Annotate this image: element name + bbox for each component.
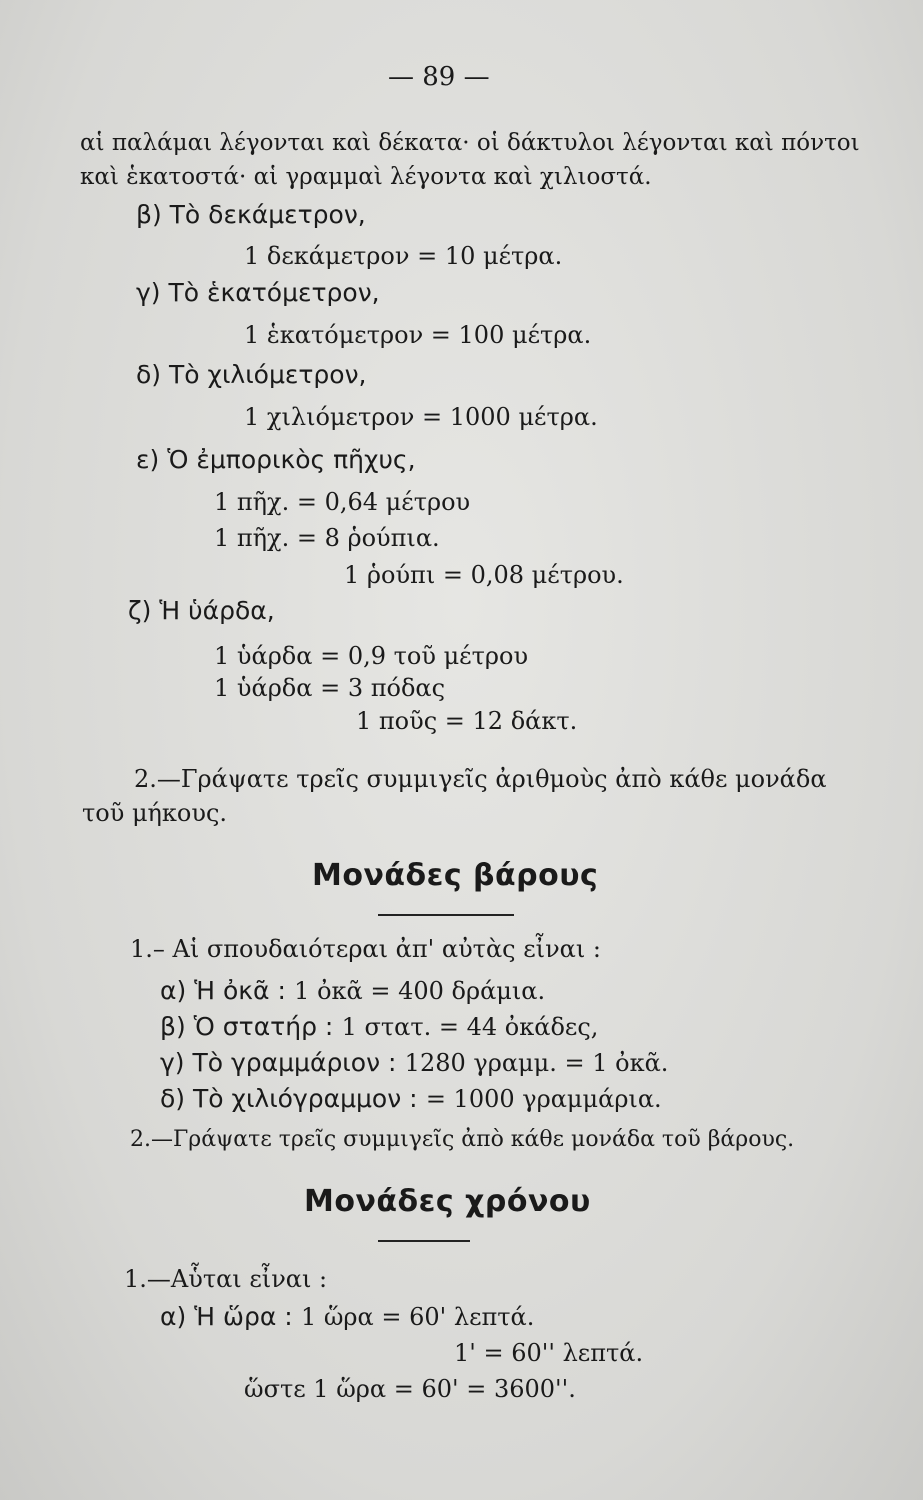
weight-heading-rule (378, 914, 514, 916)
time-intro: 1.—Αὗται εἶναι : (124, 1265, 328, 1293)
intro-line-1: αἱ παλάμαι λέγονται καὶ δέκατα· οἱ δάκτυλοι λέγονται καὶ πόντοι (80, 130, 860, 156)
length-g-title: γ) Τὸ ἑκατόμετρον, (136, 278, 380, 307)
length-z-equation-2: 1 ὑάρδα = 3 πόδας (214, 674, 446, 702)
time-a-row (160, 1302, 534, 1332)
length-exercise-line-2: τοῦ μήκους. (82, 799, 228, 827)
time-a-equation-2: 1' = 60'' λεπτά. (454, 1339, 644, 1367)
intro-line-2: καὶ ἑκατοστά· αἱ γραμμαὶ λέγοντα καὶ χιλιοστά. (80, 164, 652, 190)
weight-d-label: δ) Τὸ χιλιόγραμμον : (160, 1084, 418, 1113)
weight-d-equation: = 1000 γραμμάρια. (425, 1085, 662, 1113)
length-e-title: ε) Ὁ ἐμπορικὸς πῆχυς, (136, 445, 416, 474)
weight-b-label: β) Ὁ στατήρ : (160, 1012, 334, 1041)
weight-g-equation: 1280 γραμμ. = 1 ὀκᾶ. (404, 1049, 669, 1077)
weight-a-equation: 1 ὀκᾶ = 400 δράμια. (294, 977, 546, 1005)
time-heading: Μονάδες χρόνου (304, 1184, 591, 1219)
length-g-equation: 1 ἑκατόμετρον = 100 μέτρα. (244, 321, 592, 349)
length-b-equation: 1 δεκάμετρον = 10 μέτρα. (244, 242, 563, 270)
weight-a-label: α) Ἡ ὀκᾶ : (160, 976, 286, 1005)
length-exercise-line-1: 2.—Γράψατε τρεῖς συμμιγεῖς ἀριθμοὺς ἀπὸ κάθε μονάδα (134, 765, 827, 793)
length-b-title: β) Τὸ δεκάμετρον, (136, 200, 366, 229)
length-d-title: δ) Τὸ χιλιόμετρον, (136, 360, 367, 389)
weight-intro: 1.– Αἱ σπουδαιότεραι ἀπ' αὐτὰς εἶναι : (130, 935, 601, 963)
weight-exercise: 2.—Γράψατε τρεῖς συμμιγεῖς ἀπὸ κάθε μονάδα τοῦ βάρους. (130, 1127, 795, 1152)
weight-b-row (160, 1012, 598, 1042)
weight-g-row (160, 1048, 668, 1078)
time-a-label: α) Ἡ ὥρα : (160, 1302, 293, 1331)
weight-a-row (160, 976, 545, 1006)
page-number: — 89 — (388, 62, 490, 92)
length-z-title: ζ) Ἡ ὑάρδα, (128, 596, 275, 625)
weight-g-label: γ) Τὸ γραμμάριον : (160, 1048, 397, 1077)
length-e-equation-2: 1 πῆχ. = 8 ῥούπια. (214, 524, 440, 552)
weight-d-row (160, 1084, 662, 1114)
weight-b-equation: 1 στατ. = 44 ὀκάδες, (341, 1013, 599, 1041)
weight-heading: Μονάδες βάρους (312, 858, 599, 893)
time-a-equation-3: ὥστε 1 ὥρα = 60' = 3600''. (244, 1375, 576, 1403)
length-z-equation-1: 1 ὑάρδα = 0,9 τοῦ μέτρου (214, 642, 529, 670)
length-e-equation-1: 1 πῆχ. = 0,64 μέτρου (214, 488, 471, 516)
time-a-equation: 1 ὥρα = 60' λεπτά. (300, 1303, 535, 1331)
time-heading-rule (378, 1240, 470, 1242)
length-d-equation: 1 χιλιόμετρον = 1000 μέτρα. (244, 403, 598, 431)
length-z-equation-3: 1 ποῦς = 12 δάκτ. (356, 707, 578, 735)
length-e-equation-3: 1 ῥούπι = 0,08 μέτρου. (344, 561, 624, 589)
